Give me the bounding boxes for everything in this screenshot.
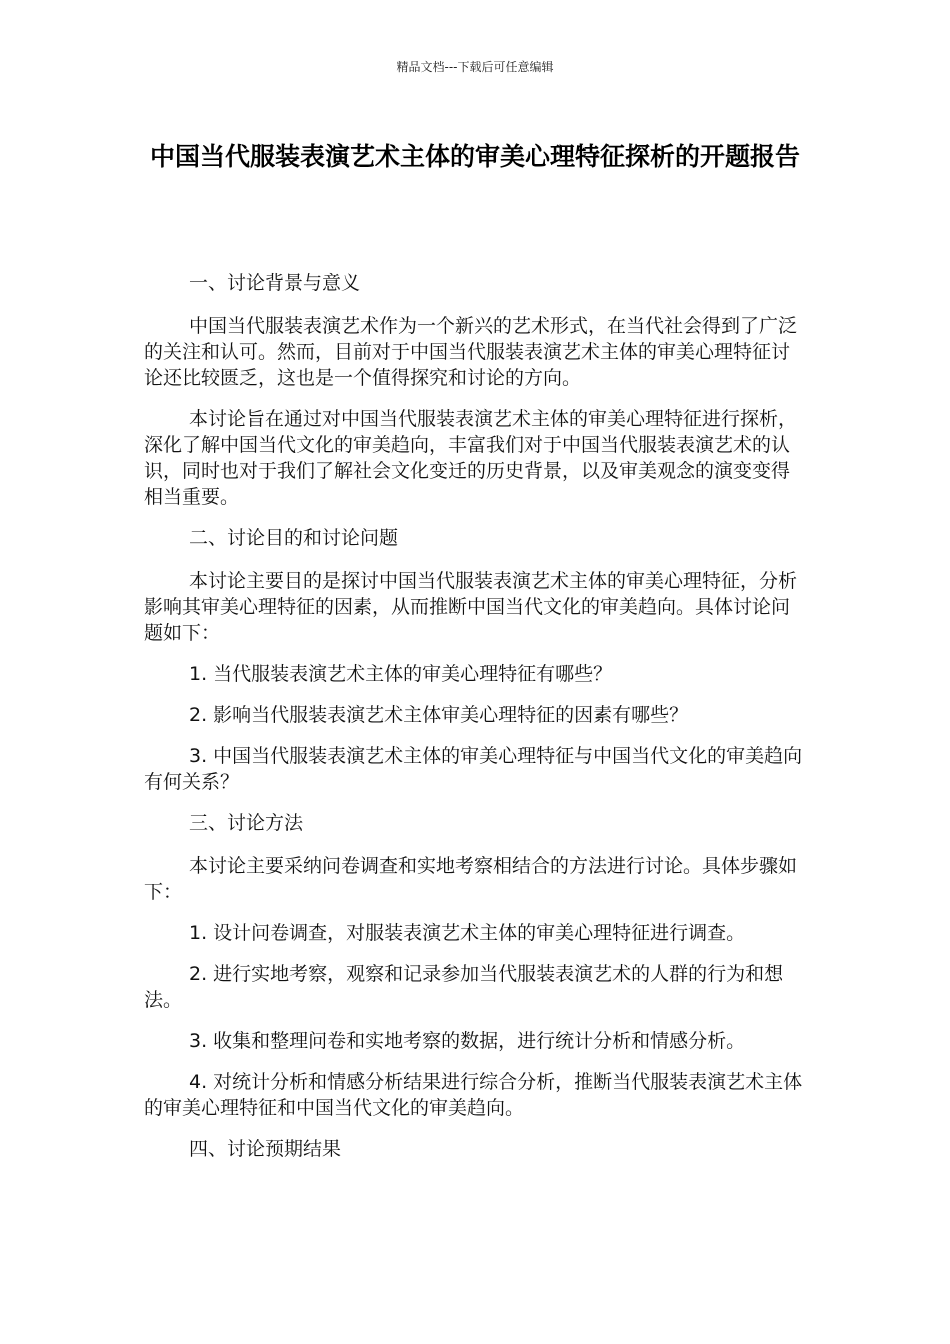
question-item-1: 1. 当代服装表演艺术主体的审美心理特征有哪些？: [189, 663, 613, 685]
header-note: 精品文档---下载后可任意编辑: [396, 60, 554, 74]
paragraph-purpose: 本讨论主要目的是探讨中国当代服装表演艺术主体的审美心理特征，分析影响其审美心理特征的因素，从而推断中国当代文化的审美趋向。具体讨论问题如下：: [144, 570, 798, 644]
method-step-4: 4. 对统计分析和情感分析结果进行综合分析，推断当代服装表演艺术主体的审美心理特征和中国当代文化的审美趋向。: [144, 1071, 803, 1119]
section-heading-background: 一、讨论背景与意义: [189, 272, 361, 294]
document-title: 中国当代服装表演艺术主体的审美心理特征探析的开题报告: [149, 142, 800, 171]
method-step-2: 2. 进行实地考察，观察和记录参加当代服装表演艺术的人群的行为和想法。: [144, 963, 784, 1011]
paragraph-method: 本讨论主要采纳问卷调查和实地考察相结合的方法进行讨论。具体步骤如下：: [144, 855, 798, 903]
method-step-1: 1. 设计问卷调查，对服装表演艺术主体的审美心理特征进行调查。: [189, 922, 746, 944]
section-heading-purpose: 二、讨论目的和讨论问题: [189, 527, 399, 549]
question-item-2: 2. 影响当代服装表演艺术主体审美心理特征的因素有哪些？: [189, 704, 689, 726]
document-body: [144, 270, 806, 1179]
paragraph-background-2: 本讨论旨在通过对中国当代服装表演艺术主体的审美心理特征进行探析，深化了解中国当代文化的审美趋向，丰富我们对于中国当代服装表演艺术的认识，同时也对于我们了解社会文化变迁的历史背景，以及审美观念的演变变得相当重要。: [144, 408, 798, 508]
question-item-3: 3. 中国当代服装表演艺术主体的审美心理特征与中国当代文化的审美趋向有何关系？: [144, 745, 803, 793]
section-heading-expected-results: 四、讨论预期结果: [189, 1138, 342, 1160]
section-heading-method: 三、讨论方法: [189, 812, 304, 834]
method-step-3: 3. 收集和整理问卷和实地考察的数据，进行统计分析和情感分析。: [189, 1030, 746, 1052]
paragraph-background-1: 中国当代服装表演艺术作为一个新兴的艺术形式，在当代社会得到了广泛的关注和认可。然而，目前对于中国当代服装表演艺术主体的审美心理特征讨论还比较匮乏，这也是一个值得探究和讨论的方向。: [144, 315, 798, 389]
